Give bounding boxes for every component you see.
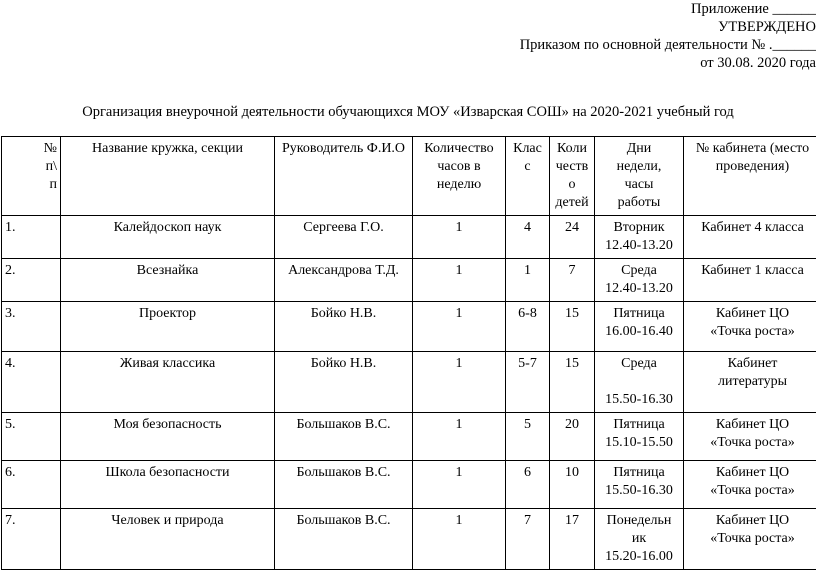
cell-line: часы xyxy=(598,176,680,194)
hours-per-week: 1 xyxy=(413,413,506,461)
table-row xyxy=(2,259,816,302)
room-location xyxy=(684,259,816,302)
activity-name: Человек и природа xyxy=(61,509,275,570)
cell-line: с xyxy=(509,158,546,176)
room-location xyxy=(684,509,816,570)
leader-name: Бойко Н.В. xyxy=(275,302,413,352)
cell-line: 15.50-16.30 xyxy=(598,482,680,500)
schedule xyxy=(595,352,684,413)
cell-line: Кабинет xyxy=(687,355,816,373)
cell-line xyxy=(598,373,680,391)
class-grade: 6-8 xyxy=(506,302,550,352)
cell-line: Пятница xyxy=(598,464,680,482)
schedule xyxy=(595,216,684,259)
activity-name: Проектор xyxy=(61,302,275,352)
cell-line: Кабинет ЦО xyxy=(687,464,816,482)
cell-line: Название кружка, секции xyxy=(64,140,271,158)
cell-line: 16.00-16.40 xyxy=(598,323,680,341)
leader-name: Большаков В.С. xyxy=(275,413,413,461)
table-row xyxy=(2,461,816,509)
hours-per-week: 1 xyxy=(413,302,506,352)
activity-name: Школа безопасности xyxy=(61,461,275,509)
class-grade: 1 xyxy=(506,259,550,302)
activity-name: Всезнайка xyxy=(61,259,275,302)
children-count: 20 xyxy=(550,413,595,461)
header-count xyxy=(550,137,595,216)
cell-line: Пятница xyxy=(598,305,680,323)
leader-name: Сергеева Г.О. xyxy=(275,216,413,259)
class-grade: 7 xyxy=(506,509,550,570)
schedule xyxy=(595,413,684,461)
row-number: 1. xyxy=(2,216,61,259)
cell-line: Кабинет ЦО xyxy=(687,512,816,530)
table-row xyxy=(2,352,816,413)
appendix-label: Приложение ______ xyxy=(691,0,816,18)
class-grade: 5 xyxy=(506,413,550,461)
room-location xyxy=(684,302,816,352)
schedule xyxy=(595,302,684,352)
cell-line: п xyxy=(5,176,57,194)
cell-line: 15.10-15.50 xyxy=(598,434,680,452)
cell-line: ик xyxy=(598,530,680,548)
leader-name: Большаков В.С. xyxy=(275,509,413,570)
header-name xyxy=(61,137,275,216)
cell-line: Руководитель Ф.И.О xyxy=(278,140,409,158)
room-location xyxy=(684,413,816,461)
hours-per-week: 1 xyxy=(413,509,506,570)
header-hours xyxy=(413,137,506,216)
activities-table xyxy=(1,136,816,570)
cell-line: Среда xyxy=(598,355,680,373)
cell-line: литературы xyxy=(687,373,816,391)
cell-line: № xyxy=(5,140,57,158)
cell-line: о xyxy=(553,176,591,194)
row-number: 2. xyxy=(2,259,61,302)
cell-line: проведения) xyxy=(687,158,816,176)
hours-per-week: 1 xyxy=(413,216,506,259)
cell-line: неделю xyxy=(416,176,502,194)
children-count: 24 xyxy=(550,216,595,259)
header-num xyxy=(2,137,61,216)
cell-line: «Точка роста» xyxy=(687,434,816,452)
table-header-row xyxy=(2,137,816,216)
cell-line: недели, xyxy=(598,158,680,176)
class-grade: 6 xyxy=(506,461,550,509)
cell-line: «Точка роста» xyxy=(687,482,816,500)
row-number: 7. xyxy=(2,509,61,570)
header-days xyxy=(595,137,684,216)
schedule xyxy=(595,461,684,509)
document-title: Организация внеурочной деятельности обучающихся МОУ «Изварская СОШ» на 2020-2021 учебный год xyxy=(0,104,816,121)
header-class xyxy=(506,137,550,216)
cell-line: п\ xyxy=(5,158,57,176)
cell-line: часов в xyxy=(416,158,502,176)
order-date: от 30.08. 2020 года xyxy=(700,54,816,72)
class-grade: 5-7 xyxy=(506,352,550,413)
activity-name: Живая классика xyxy=(61,352,275,413)
cell-line: Среда xyxy=(598,262,680,280)
schedule xyxy=(595,509,684,570)
cell-line: № кабинета (место xyxy=(687,140,816,158)
row-number: 3. xyxy=(2,302,61,352)
leader-name: Александрова Т.Д. xyxy=(275,259,413,302)
children-count: 10 xyxy=(550,461,595,509)
schedule xyxy=(595,259,684,302)
children-count: 15 xyxy=(550,302,595,352)
cell-line: честв xyxy=(553,158,591,176)
order-line: Приказом по основной деятельности № .______ xyxy=(520,36,816,54)
table-row xyxy=(2,509,816,570)
activity-name: Калейдоскоп наук xyxy=(61,216,275,259)
cell-line: детей xyxy=(553,194,591,212)
cell-line: Понедельн xyxy=(598,512,680,530)
cell-line: 15.50-16.30 xyxy=(598,391,680,409)
cell-line: 12.40-13.20 xyxy=(598,280,680,298)
cell-line: 15.20-16.00 xyxy=(598,548,680,566)
cell-line: Коли xyxy=(553,140,591,158)
header-room xyxy=(684,137,816,216)
children-count: 17 xyxy=(550,509,595,570)
children-count: 7 xyxy=(550,259,595,302)
leader-name: Бойко Н.В. xyxy=(275,352,413,413)
children-count: 15 xyxy=(550,352,595,413)
cell-line: Дни xyxy=(598,140,680,158)
header-leader xyxy=(275,137,413,216)
class-grade: 4 xyxy=(506,216,550,259)
cell-line: «Точка роста» xyxy=(687,323,816,341)
cell-line: Количество xyxy=(416,140,502,158)
leader-name: Большаков В.С. xyxy=(275,461,413,509)
row-number: 4. xyxy=(2,352,61,413)
table-row xyxy=(2,413,816,461)
cell-line: «Точка роста» xyxy=(687,530,816,548)
cell-line: Кабинет ЦО xyxy=(687,305,816,323)
table-row xyxy=(2,216,816,259)
cell-line: Вторник xyxy=(598,219,680,237)
cell-line: Кабинет 1 класса xyxy=(687,262,816,280)
activity-name: Моя безопасность xyxy=(61,413,275,461)
row-number: 5. xyxy=(2,413,61,461)
room-location xyxy=(684,216,816,259)
hours-per-week: 1 xyxy=(413,259,506,302)
table-row xyxy=(2,302,816,352)
cell-line: работы xyxy=(598,194,680,212)
cell-line: 12.40-13.20 xyxy=(598,237,680,255)
cell-line: Кабинет 4 класса xyxy=(687,219,816,237)
approved-label: УТВЕРЖДЕНО xyxy=(718,18,816,36)
hours-per-week: 1 xyxy=(413,461,506,509)
cell-line: Пятница xyxy=(598,416,680,434)
cell-line: Клас xyxy=(509,140,546,158)
room-location xyxy=(684,352,816,413)
row-number: 6. xyxy=(2,461,61,509)
room-location xyxy=(684,461,816,509)
hours-per-week: 1 xyxy=(413,352,506,413)
cell-line: Кабинет ЦО xyxy=(687,416,816,434)
